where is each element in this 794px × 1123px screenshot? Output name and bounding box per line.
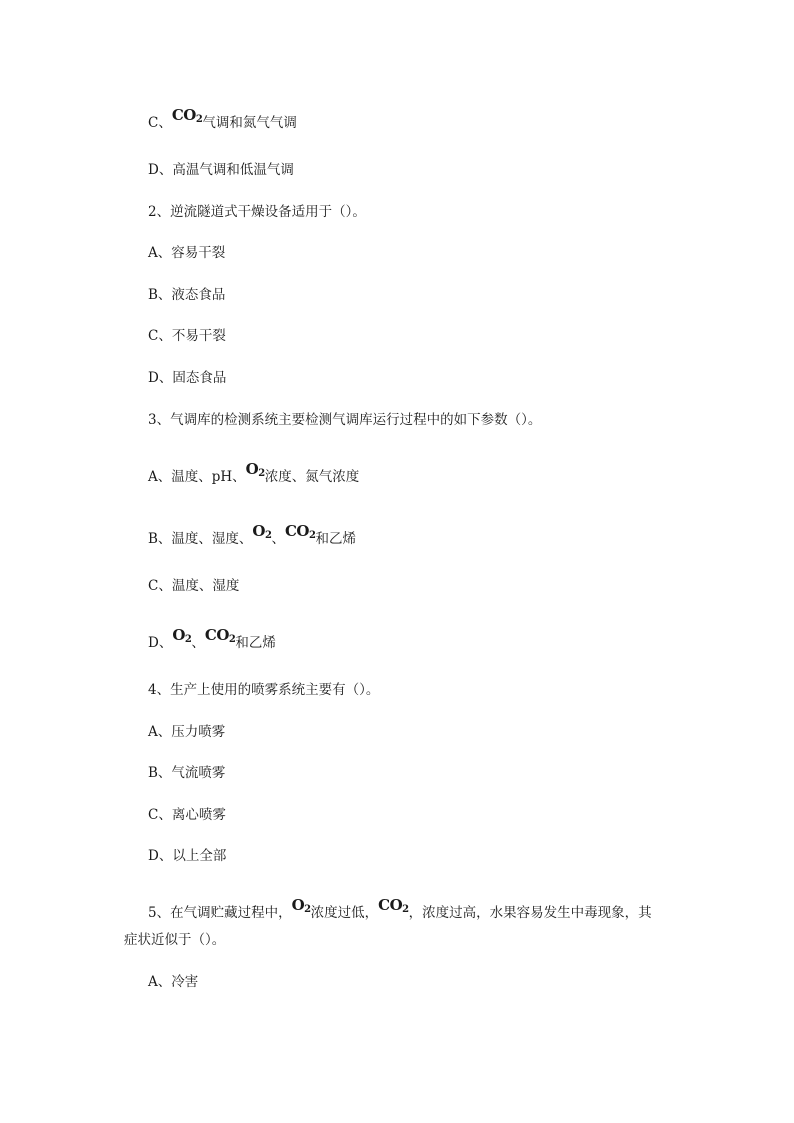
q2-option-c: C、不易干裂 xyxy=(148,328,226,344)
question-2: 2、逆流隧道式干燥设备适用于（）。 xyxy=(148,204,366,220)
q2-option-a: A、容易干裂 xyxy=(148,245,226,261)
q4-option-d: D、以上全部 xyxy=(148,848,227,864)
question-5: 5、在气调贮藏过程中，$O_2$浓度过低，$CO_2$，浓度过高，水果容易发生中毒现象，其 xyxy=(148,896,652,921)
co2-formula: $CO_2$ xyxy=(284,522,316,541)
q3-option-c: C、温度、湿度 xyxy=(148,578,240,594)
option-prefix: C、 xyxy=(148,115,172,131)
q3-option-b: B、温度、湿度、$O_2$、$CO_2$和乙烯 xyxy=(148,522,356,547)
q4-option-b: B、气流喷雾 xyxy=(148,765,226,781)
co2-formula: $CO_2$ xyxy=(204,626,236,645)
option-c-co2-nitrogen xyxy=(148,106,297,137)
option-text: 气调和氮气气调 xyxy=(202,115,297,131)
co2-formula: $CO_2$ xyxy=(378,896,409,915)
q4-option-c: C、离心喷雾 xyxy=(148,807,226,823)
question-4: 4、生产上使用的喷雾系统主要有（）。 xyxy=(148,682,380,698)
question-3: 3、气调库的检测系统主要检测气调库运行过程中的如下参数（）。 xyxy=(148,412,542,428)
question-5-continuation: 症状近似于（）。 xyxy=(124,932,226,948)
q3-option-d: D、$O_2$、$CO_2$和乙烯 xyxy=(148,626,276,651)
co2-formula: $CO_2$ xyxy=(171,106,203,125)
q4-option-a: A、压力喷雾 xyxy=(148,724,226,740)
o2-formula: $O_2$ xyxy=(245,460,265,479)
o2-formula: $O_2$ xyxy=(172,626,192,645)
option-d-high-low-temp: D、高温气调和低温气调 xyxy=(148,162,294,178)
o2-formula: $O_2$ xyxy=(291,896,311,915)
q3-option-a: A、温度、pH、$O_2$浓度、氮气浓度 xyxy=(148,460,360,485)
o2-formula: $O_2$ xyxy=(252,522,272,541)
q2-option-b: B、液态食品 xyxy=(148,287,226,303)
q2-option-d: D、固态食品 xyxy=(148,370,227,386)
q5-option-a: A、冷害 xyxy=(148,974,199,990)
